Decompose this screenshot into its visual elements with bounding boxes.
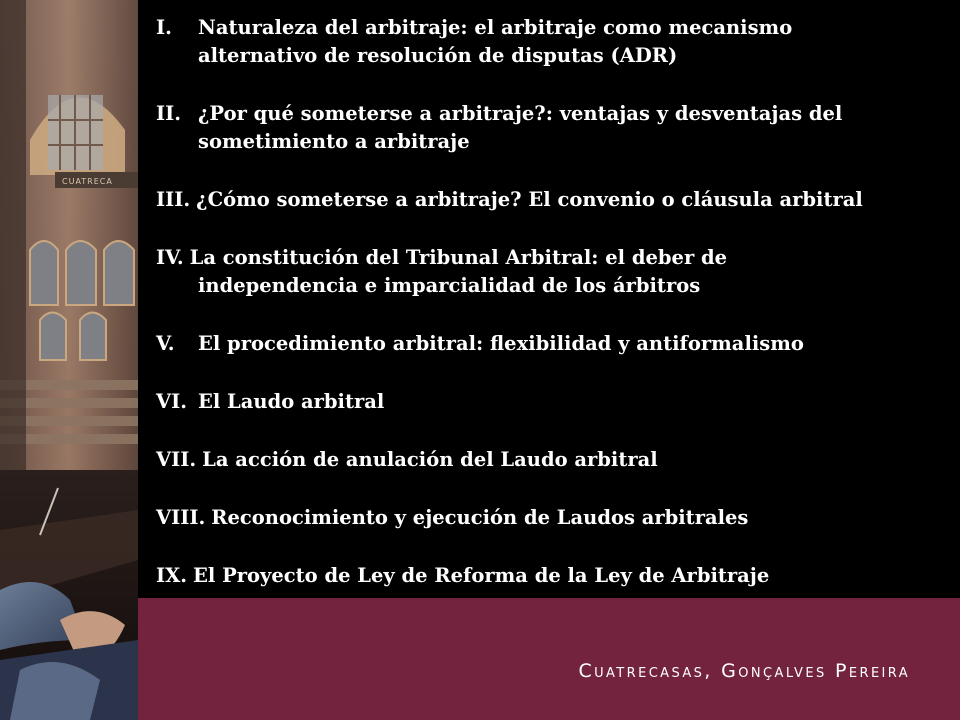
agenda-panel [138, 0, 960, 598]
agenda-item-text: Reconocimiento y ejecución de Laudos arbitrales [211, 506, 749, 529]
agenda-item-text: Naturaleza del arbitraje: el arbitraje como mecanismo [198, 16, 793, 39]
firm-logo-text: Cuatrecasas, Gonçalves Pereira [578, 660, 910, 682]
agenda-item-text: El procedimiento arbitral: flexibilidad y antiformalismo [198, 332, 804, 355]
agenda-item-5 [156, 330, 946, 358]
agenda-item-8 [156, 504, 946, 532]
agenda-item-text-continued: alternativo de resolución de disputas (ADR) [198, 44, 678, 67]
agenda-item-text: La acción de anulación del Laudo arbitral [202, 448, 658, 471]
building-photo [0, 0, 138, 720]
agenda-item-text: ¿Por qué someterse a arbitraje?: ventajas y desventajas del [198, 102, 843, 125]
agenda-item-text: La constitución del Tribunal Arbitral: el deber de [189, 246, 728, 269]
agenda-item-number: VII. [156, 448, 197, 471]
agenda-item-1 [156, 14, 946, 70]
footer-band [138, 598, 960, 720]
agenda-item-number: V. [156, 332, 175, 355]
agenda-list [156, 14, 946, 620]
agenda-item-text: El Laudo arbitral [198, 390, 385, 413]
agenda-item-9 [156, 562, 946, 590]
agenda-item-number: VIII. [156, 506, 206, 529]
agenda-item-number: IX. [156, 564, 188, 587]
building-sign-text: CUATRECA [62, 177, 113, 186]
agenda-item-4 [156, 244, 946, 300]
agenda-item-text: El Proyecto de Ley de Reforma de la Ley de Arbitraje [193, 564, 770, 587]
agenda-item-6 [156, 388, 946, 416]
agenda-item-number: II. [156, 102, 182, 125]
agenda-item-text: ¿Cómo someterse a arbitraje? El convenio o cláusula arbitral [196, 188, 863, 211]
agenda-item-7 [156, 446, 946, 474]
building-photo-image [0, 0, 138, 720]
agenda-item-number: VI. [156, 390, 188, 413]
agenda-item-number: IV. [156, 246, 184, 269]
agenda-item-3 [156, 186, 946, 214]
agenda-item-number: I. [156, 16, 172, 39]
agenda-item-2 [156, 100, 946, 156]
agenda-item-number: III. [156, 188, 191, 211]
agenda-item-text-continued: independencia e imparcialidad de los árbitros [198, 274, 701, 297]
agenda-item-text-continued: sometimiento a arbitraje [198, 130, 470, 153]
